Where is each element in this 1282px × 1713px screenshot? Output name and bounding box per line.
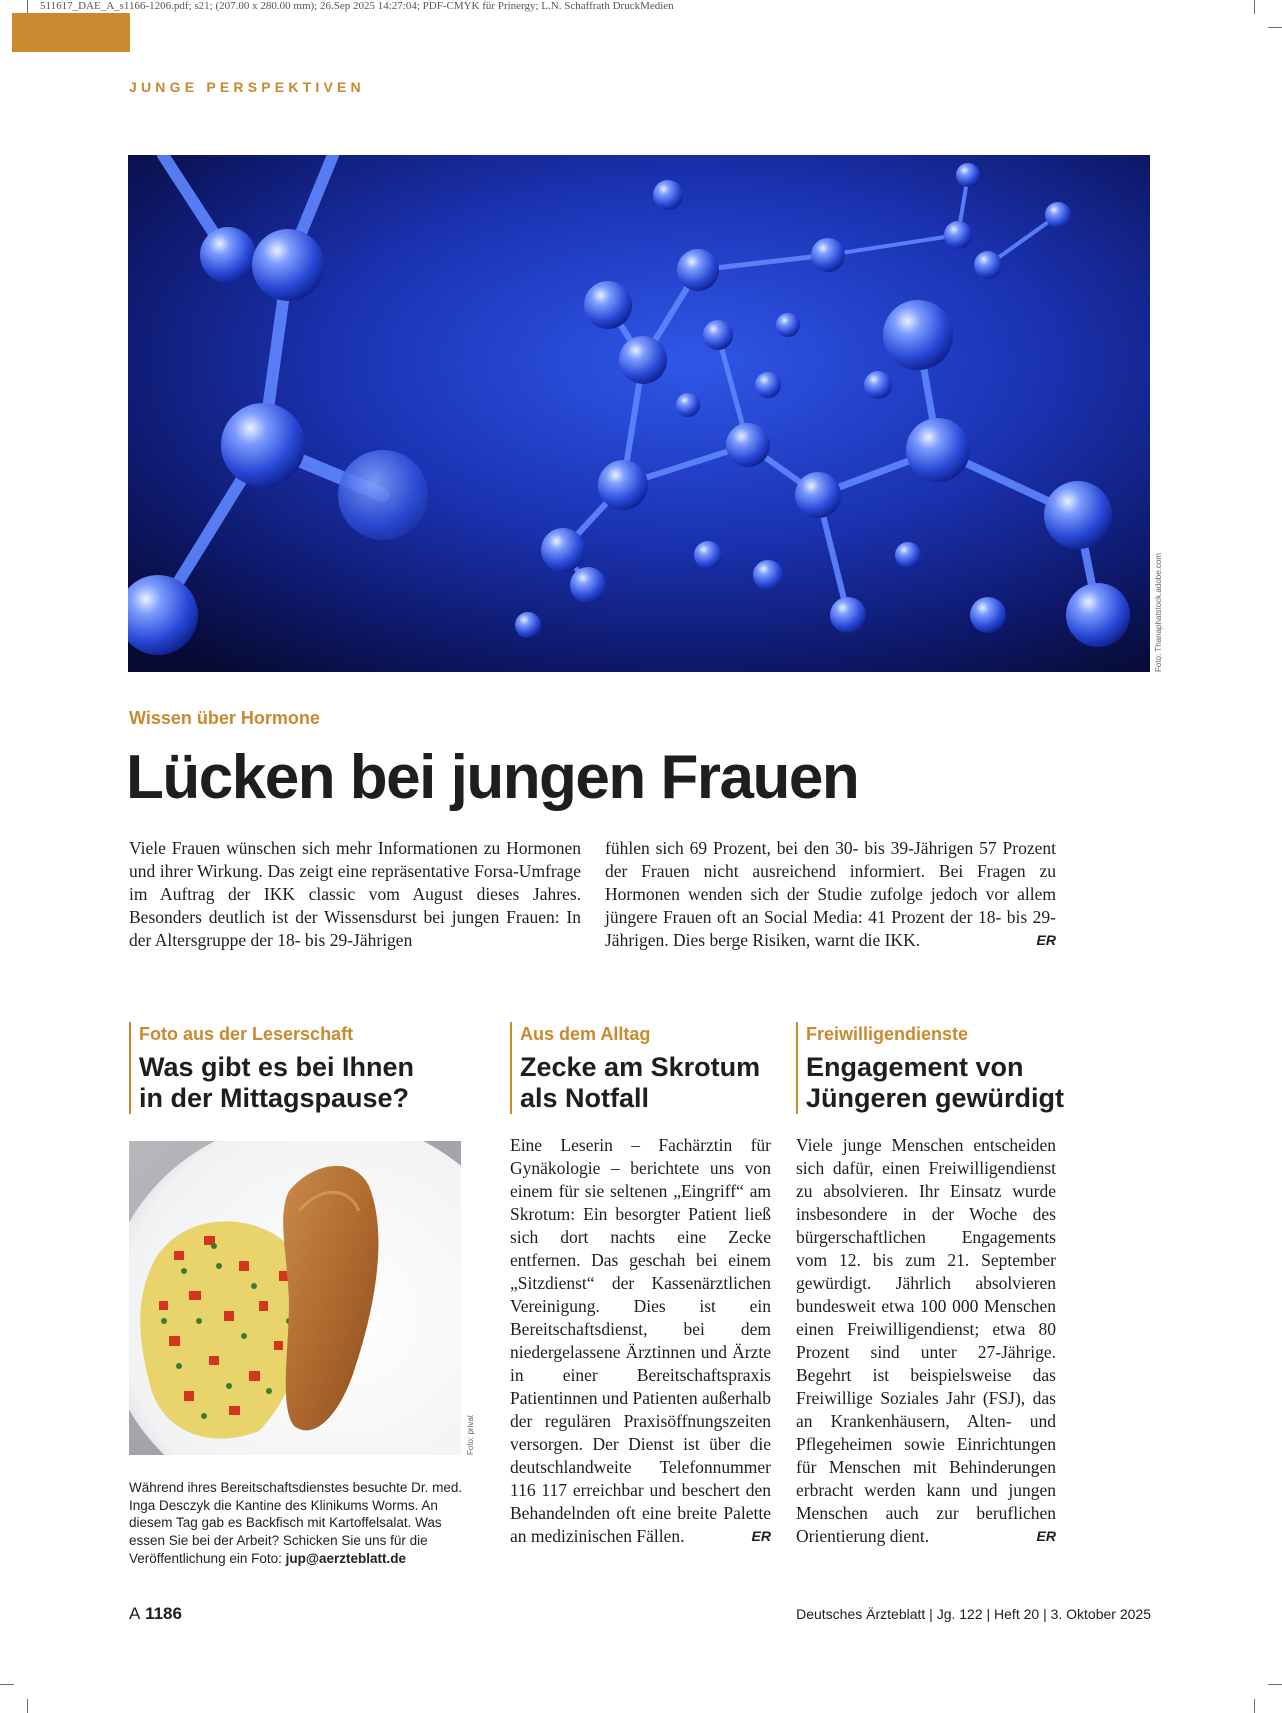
crop-mark xyxy=(1254,1699,1255,1713)
box1-heading xyxy=(129,1022,469,1114)
page-number xyxy=(129,1604,182,1624)
hero-photo-credit: Foto: Thanaphatstock.adobe.com xyxy=(1154,552,1163,672)
box3-kicker: Freiwilligendienste xyxy=(806,1024,969,1044)
print-slug: 511617_DAE_A_s1166-1206.pdf; s21; (207.00 x 280.00 mm); 26.Sep 2025 14:27:04; PDF-CMYK für Prinergy; L.N. Schaffrath DruckMedien xyxy=(40,0,674,12)
box2-title xyxy=(520,1052,800,1114)
journal-footer: Deutsches Ärzteblatt | Jg. 122 | Heft 20 | 3. Oktober 2025 xyxy=(796,1606,1151,1622)
crop-mark xyxy=(1268,1684,1282,1685)
box2-heading xyxy=(510,1022,800,1114)
box2-title-line1: Zecke am Skrotum xyxy=(520,1052,761,1082)
main-body-col2 xyxy=(605,837,1056,952)
box3-title-line2: Jüngeren gewürdigt xyxy=(806,1083,1065,1113)
box2-body xyxy=(510,1134,771,1548)
page-prefix: A xyxy=(129,1604,141,1623)
crop-mark xyxy=(0,1684,14,1685)
lunch-photo xyxy=(129,1141,461,1455)
box3-title-line1: Engagement von xyxy=(806,1052,1024,1082)
box3-signature: ER xyxy=(1036,1528,1056,1544)
main-kicker: Wissen über Hormone xyxy=(129,708,320,728)
main-body-col2-text: fühlen sich 69 Prozent, bei den 30- bis 39-Jährigen 57 Prozent der Frauen nicht ausreichend informiert. Bei Fragen zu Hormonen wenden sich der Studie zufolge jedoch vor allem jüngere Frauen oft an Social Media: 41 Prozent der 18- bis 29-Jährigen. Dies berge Risiken, warnt die IKK. xyxy=(605,838,1056,950)
box3-heading xyxy=(796,1022,1086,1114)
crop-mark xyxy=(1254,0,1255,14)
contact-email-link[interactable]: jup@aerzteblatt.de xyxy=(285,1550,407,1566)
lunch-photo-caption xyxy=(129,1479,469,1568)
box3-title xyxy=(806,1052,1086,1114)
caption-text: Während ihres Bereitschaftsdienstes besuchte Dr. med. Inga Desczyk die Kantine des Klinikums Worms. An diesem Tag gab es Backfisch mit Kartoffelsalat. Was essen Sie bei der Arbeit? Schicken Sie uns für die Veröffentlichung ein Foto: xyxy=(129,1480,463,1566)
box3-body-text: Viele junge Menschen entscheiden sich dafür, einen Freiwilligendienst zu absolvieren. Ihr Einsatz wurde insbesondere in der Woche des bürgerschaftlichen Engagements vom 12. bis zum 21. September gewürdigt. Jährlich absolvieren bundesweit etwa 100 000 Menschen einen Freiwilligendienst; etwa 80 Prozent sind unter 27-Jährige. Begehrt ist beispielsweise das Freiwillige Soziales Jahr (FSJ), das an Krankenhäusern, Alten- und Pflegeheimen sowie Einrichtungen für Menschen mit Behinderungen erbracht werden kann und jungen Menschen auch zur beruflichen Orientierung dient. xyxy=(796,1135,1056,1546)
box1-kicker: Foto aus der Leserschaft xyxy=(139,1024,354,1044)
box2-body-text: Eine Leserin – Fachärztin für Gynäkologie – berichtete uns von einem für sie seltenen „Eingriff“ am Skrotum: Ein besorgter Patient ließ sich dort nachts eine Zecke entfernen. Das geschah bei einem „Sitzdienst“ der Kassenärztlichen Vereinigung. Dies ist ein Bereitschaftsdienst, bei dem niedergelassene Ärztinnen und Ärzte in einer Bereitschaftspraxis Patientinnen und Patienten außerhalb der regulären Praxisöffnungszeiten versorgen. Der Dienst ist über die deutschlandweite Telefonnummer 116 117 erreichbar und beschert den Behandelnden oft eine breite Palette an medizinischen Fällen. xyxy=(510,1135,771,1546)
section-label: JUNGE PERSPEKTIVEN xyxy=(129,79,365,95)
page-number-value: 1186 xyxy=(145,1604,182,1623)
crop-mark xyxy=(27,0,28,14)
main-headline: Lücken bei jungen Frauen xyxy=(126,743,859,812)
box1-title xyxy=(139,1052,469,1114)
main-body-col1: Viele Frauen wünschen sich mehr Informationen zu Hormonen und ihrer Wirkung. Das zeigt eine repräsentative Forsa-Umfrage im Auftrag der IKK classic vom August dieses Jahres. Besonders deutlich ist der Wissensdurst bei jungen Frauen: In der Altersgruppe der 18- bis 29-Jährigen xyxy=(129,838,581,950)
crop-mark xyxy=(1268,27,1282,28)
hero-image-molecules xyxy=(128,155,1150,672)
box2-kicker: Aus dem Alltag xyxy=(520,1024,651,1044)
box1-title-line2: in der Mittagspause? xyxy=(139,1083,410,1113)
box1-title-line1: Was gibt es bei Ihnen xyxy=(139,1052,415,1082)
box2-signature: ER xyxy=(751,1528,771,1544)
box3-body xyxy=(796,1134,1056,1548)
box2-title-line2: als Notfall xyxy=(520,1083,650,1113)
crop-mark xyxy=(27,1699,28,1713)
lunch-photo-credit: Foto: privat xyxy=(466,1414,475,1455)
section-color-tab xyxy=(12,13,130,52)
author-signature: ER xyxy=(1036,932,1056,948)
